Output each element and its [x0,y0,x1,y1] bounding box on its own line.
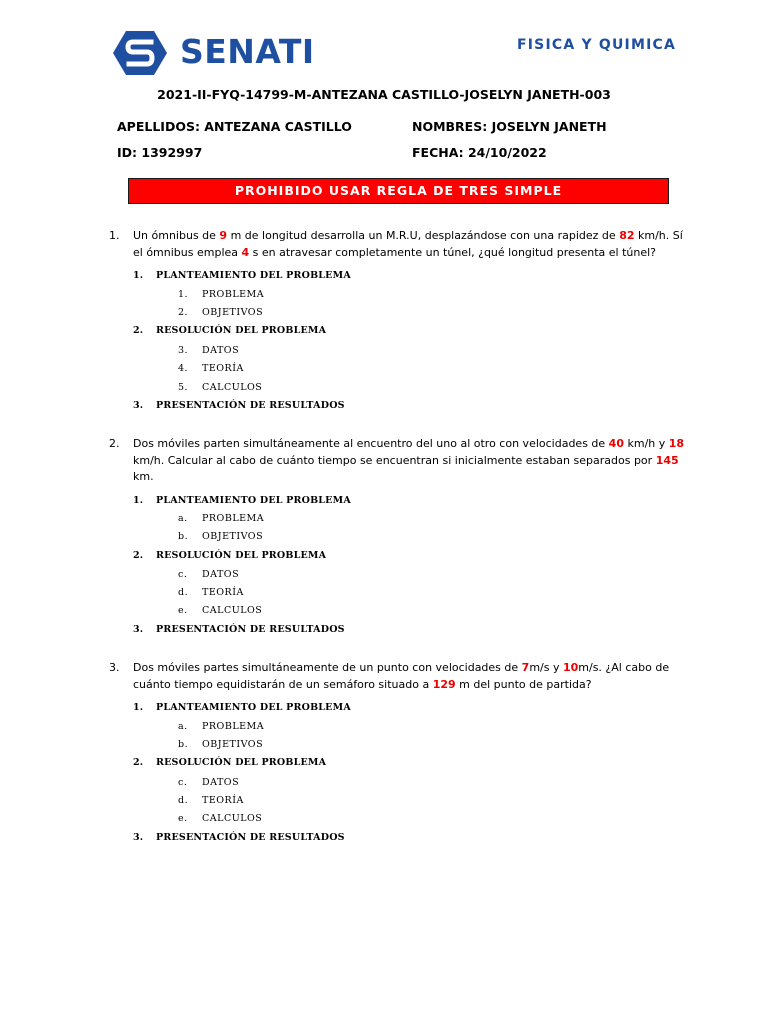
q2-section-2-marker: 2. [133,550,144,561]
q3-section-2-marker: 2. [133,757,144,768]
q2-section-resolucion: RESOLUCIÓN DEL PROBLEMA [156,550,327,561]
q3-item-problema: PROBLEMA [202,721,265,732]
q2-item-b-marker: b. [178,531,189,542]
question-2-line-3: km. [133,470,154,483]
q2-section-1-marker: 1. [133,495,144,506]
q1-section-3-marker: 3. [133,400,144,411]
q1-section-planteamiento: PLANTEAMIENTO DEL PROBLEMA [156,270,351,281]
logo-wordmark: SENATI [180,32,315,71]
q3-item-a-marker: a. [178,721,188,732]
question-1-number: 1. [109,229,120,242]
q2-item-teoria: TEORÍA [202,587,244,598]
q2-item-calculos: CALCULOS [202,605,263,616]
q3-item-calculos: CALCULOS [202,813,263,824]
q3-item-d-marker: d. [178,795,189,806]
q3-item-b-marker: b. [178,739,189,750]
question-3-number: 3. [109,661,120,674]
fecha-field: FECHA: 24/10/2022 [412,145,547,160]
q3-section-resolucion: RESOLUCIÓN DEL PROBLEMA [156,757,327,768]
q2-item-objetivos: OBJETIVOS [202,531,264,542]
q1-item-2-marker: 2. [178,307,189,318]
id-field: ID: 1392997 [117,145,203,160]
q1-item-4-marker: 4. [178,363,189,374]
question-2-line-1: Dos móviles parten simultáneamente al encuentro del uno al otro con velocidades de 40 km/h y 18 [133,437,685,450]
q1-section-presentacion: PRESENTACIÓN DE RESULTADOS [156,400,345,411]
q1-item-1-marker: 1. [178,289,189,300]
q1-item-problema: PROBLEMA [202,289,265,300]
q1-item-datos: DATOS [202,345,240,356]
q1-item-teoria: TEORÍA [202,363,244,374]
question-3-line-2: cuánto tiempo equidistarán de un semáforo situado a 129 m del punto de partida? [133,677,592,691]
q3-section-planteamiento: PLANTEAMIENTO DEL PROBLEMA [156,702,351,713]
q3-section-3-marker: 3. [133,832,144,843]
q2-item-d-marker: d. [178,587,189,598]
q2-item-e-marker: e. [178,605,188,616]
question-1-line-1: Un ómnibus de 9 m de longitud desarrolla un M.R.U, desplazándose con una rapidez de 82 km/h. Sí [133,229,683,242]
q3-item-datos: DATOS [202,777,240,788]
warning-banner: PROHIBIDO USAR REGLA DE TRES SIMPLE [128,178,669,204]
q1-section-2-marker: 2. [133,325,144,336]
question-2-line-2: km/h. Calcular al cabo de cuánto tiempo se encuentran si inicialmente estaban separados por 145 [133,453,679,467]
q2-section-presentacion: PRESENTACIÓN DE RESULTADOS [156,624,345,635]
q3-section-presentacion: PRESENTACIÓN DE RESULTADOS [156,832,345,843]
q2-item-problema: PROBLEMA [202,513,265,524]
question-2-text [133,436,685,486]
q1-item-3-marker: 3. [178,345,189,356]
q2-item-a-marker: a. [178,513,188,524]
q2-item-c-marker: c. [178,569,188,580]
senati-emblem-icon [113,30,167,76]
question-3-line-1: Dos móviles partes simultáneamente de un punto con velocidades de 7m/s y 10m/s. ¿Al cabo de [133,661,670,674]
q3-item-e-marker: e. [178,813,188,824]
q3-section-1-marker: 1. [133,702,144,713]
question-2-number: 2. [109,437,120,450]
q3-item-c-marker: c. [178,777,188,788]
q2-section-3-marker: 3. [133,624,144,635]
question-3-text [133,660,670,693]
question-1-line-2: el ómnibus emplea 4 s en atravesar completamente un túnel, ¿qué longitud presenta el túnel? [133,245,657,259]
document-code: 2021-II-FYQ-14799-M-ANTEZANA CASTILLO-JOSELYN JANETH-003 [157,87,611,102]
q1-item-calculos: CALCULOS [202,382,263,393]
senati-logo [113,30,318,76]
q1-item-objetivos: OBJETIVOS [202,307,264,318]
q1-section-1-marker: 1. [133,270,144,281]
apellidos-field: APELLIDOS: ANTEZANA CASTILLO [117,119,352,134]
question-1-text [133,228,683,261]
nombres-field: NOMBRES: JOSELYN JANETH [412,119,607,134]
q2-item-datos: DATOS [202,569,240,580]
q3-item-teoria: TEORÍA [202,795,244,806]
q3-item-objetivos: OBJETIVOS [202,739,264,750]
q1-section-resolucion: RESOLUCIÓN DEL PROBLEMA [156,325,327,336]
subject-title: FISICA Y QUIMICA [517,37,676,53]
q1-item-5-marker: 5. [178,382,189,393]
q2-section-planteamiento: PLANTEAMIENTO DEL PROBLEMA [156,495,351,506]
